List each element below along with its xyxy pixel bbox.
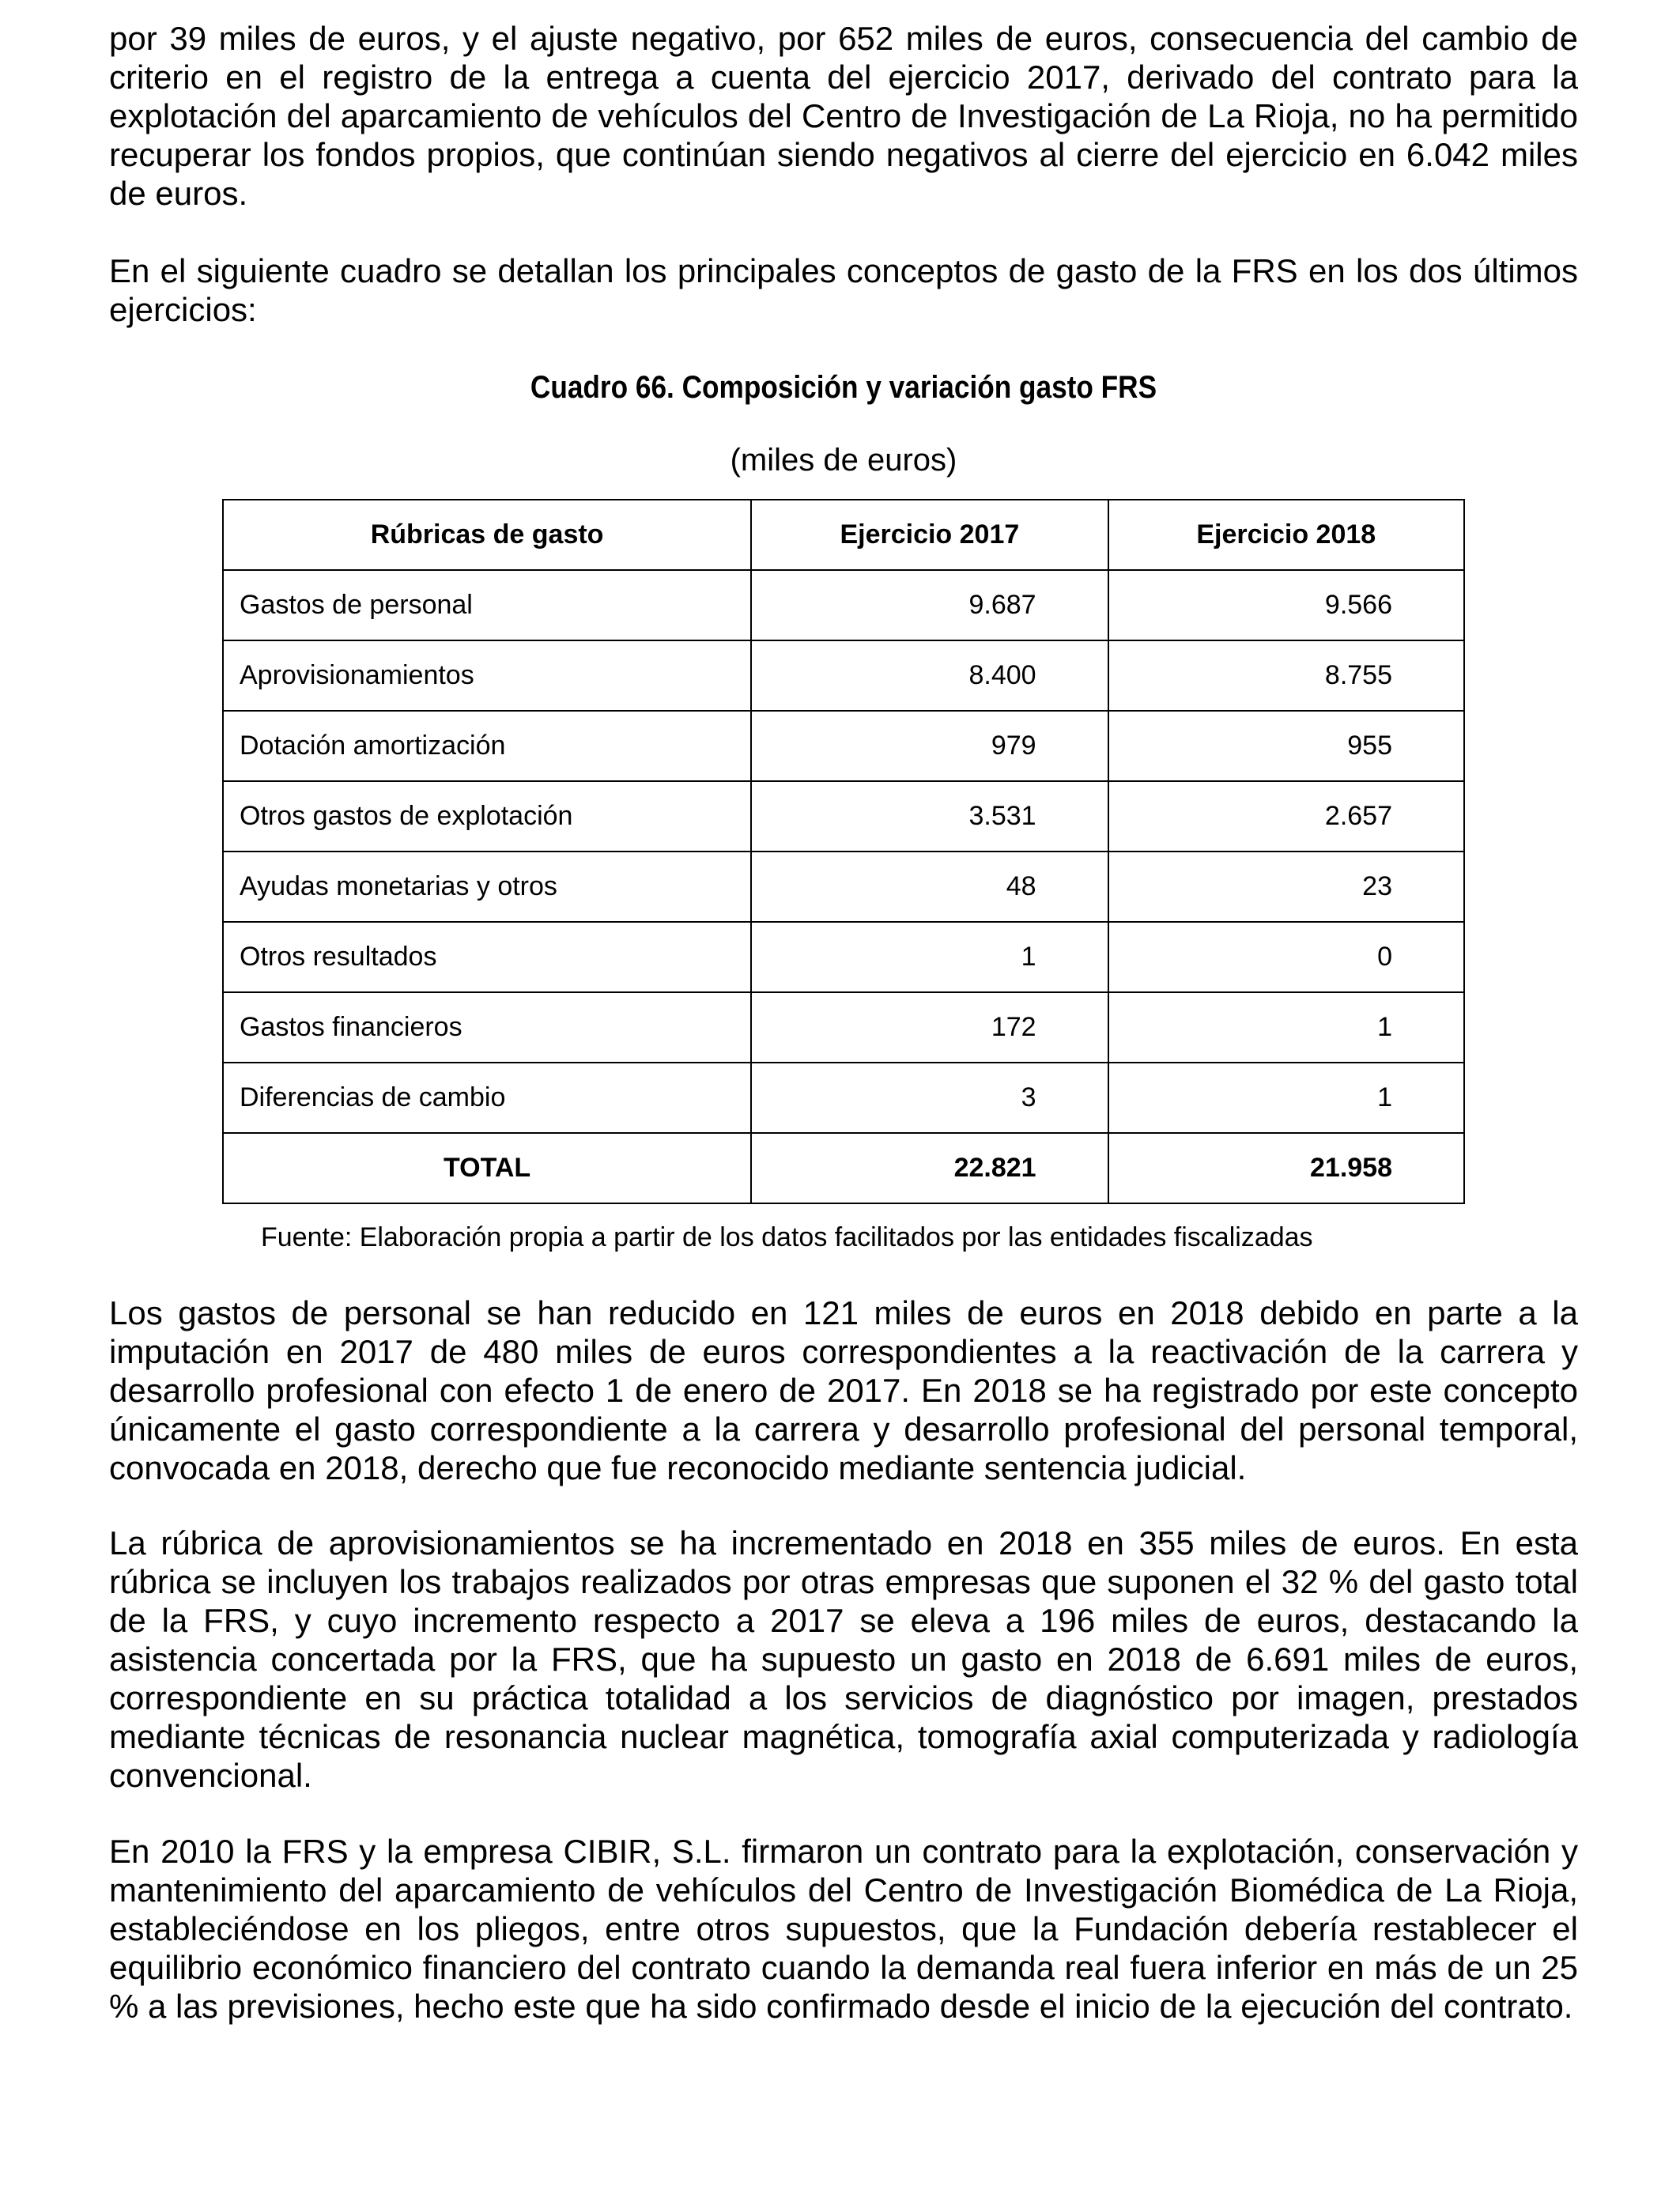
value-2017: 3 [751,1063,1108,1133]
value-2017: 3.531 [751,781,1108,852]
table-total-row [223,1133,1464,1203]
value-2018: 1 [1108,992,1464,1063]
paragraph-1: por 39 miles de euros, y el ajuste negativo, por 652 miles de euros, consecuencia del cambio de criterio en el registro de la entrega a cuenta del ejercicio 2017, derivado del contrato para la explotación del aparcamiento de vehículos del Centro de Investigación de La Rioja, no ha permitido recuperar los fondos propios, que continúan siendo negativos al cierre del ejercicio en 6.042 miles de euros. [109,20,1578,212]
table-title: Cuadro 66. Composición y variación gasto FRS [530,370,1157,405]
row-label: Otros gastos de explotación [223,781,751,852]
row-label: Ayudas monetarias y otros [223,852,751,922]
row-label: Aprovisionamientos [223,640,751,711]
header-rubricas: Rúbricas de gasto [223,500,751,570]
table-row [223,640,1464,711]
paragraph-4: La rúbrica de aprovisionamientos se ha incrementado en 2018 en 355 miles de euros. En esta rúbrica se incluyen los trabajos realizados por otras empresas que suponen el 32 % del gasto total de la FRS, y cuyo incremento respecto a 2017 se eleva a 196 miles de euros, destacando la asistencia concertada por la FRS, que ha supuesto un gasto en 2018 de 6.691 miles de euros, correspondiente en su práctica totalidad a los servicios de diagnóstico por imagen, prestados mediante técnicas de resonancia nuclear magnética, tomografía axial computerizada y radiología convencional. [109,1524,1578,1794]
table-row [223,922,1464,992]
value-2018: 1 [1108,1063,1464,1133]
value-2017: 172 [751,992,1108,1063]
value-2017: 48 [751,852,1108,922]
paragraph-3: Los gastos de personal se han reducido en 121 miles de euros en 2018 debido en parte a la imputación en 2017 de 480 miles de euros correspondientes a la reactivación de la carrera y desarrollo profesional con efecto 1 de enero de 2017. En 2018 se ha registrado por este concepto únicamente el gasto correspondiente a la carrera y desarrollo profesional del personal temporal, convocada en 2018, derecho que fue reconocido mediante sentencia judicial. [109,1294,1578,1486]
table-source-note: Fuente: Elaboración propia a partir de los datos facilitados por las entidades fiscalizadas [261,1222,1313,1252]
value-2018: 23 [1108,852,1464,922]
row-label: Diferencias de cambio [223,1063,751,1133]
total-label: TOTAL [223,1133,751,1203]
table-row [223,852,1464,922]
paragraph-5: En 2010 la FRS y la empresa CIBIR, S.L. firmaron un contrato para la explotación, conservación y mantenimiento del aparcamiento de vehículos del Centro de Investigación Biomédica de La Rioja, estableciéndose en los pliegos, entre otros supuestos, que la Fundación debería restablecer el equilibrio económico financiero del contrato cuando la demanda real fuera inferior en más de un 25 % a las previsiones, hecho este que ha sido confirmado desde el inicio de la ejecución del contrato. [109,1833,1578,2025]
table-header-row [223,500,1464,570]
header-2017: Ejercicio 2017 [751,500,1108,570]
value-2018: 9.566 [1108,570,1464,640]
table-row [223,992,1464,1063]
row-label: Otros resultados [223,922,751,992]
row-label: Gastos financieros [223,992,751,1063]
value-2018: 8.755 [1108,640,1464,711]
value-2017: 979 [751,711,1108,781]
total-2017: 22.821 [751,1133,1108,1203]
value-2018: 955 [1108,711,1464,781]
table-units: (miles de euros) [730,443,957,478]
value-2018: 0 [1108,922,1464,992]
table-row [223,711,1464,781]
header-2018: Ejercicio 2018 [1108,500,1464,570]
table-row [223,570,1464,640]
value-2018: 2.657 [1108,781,1464,852]
table-caption [109,364,1578,484]
table-row [223,781,1464,852]
value-2017: 9.687 [751,570,1108,640]
value-2017: 8.400 [751,640,1108,711]
expense-table [222,499,1465,1204]
paragraph-2: En el siguiente cuadro se detallan los principales conceptos de gasto de la FRS en los dos últimos ejercicios: [109,252,1578,328]
row-label: Gastos de personal [223,570,751,640]
table-row [223,1063,1464,1133]
value-2017: 1 [751,922,1108,992]
total-2018: 21.958 [1108,1133,1464,1203]
row-label: Dotación amortización [223,711,751,781]
